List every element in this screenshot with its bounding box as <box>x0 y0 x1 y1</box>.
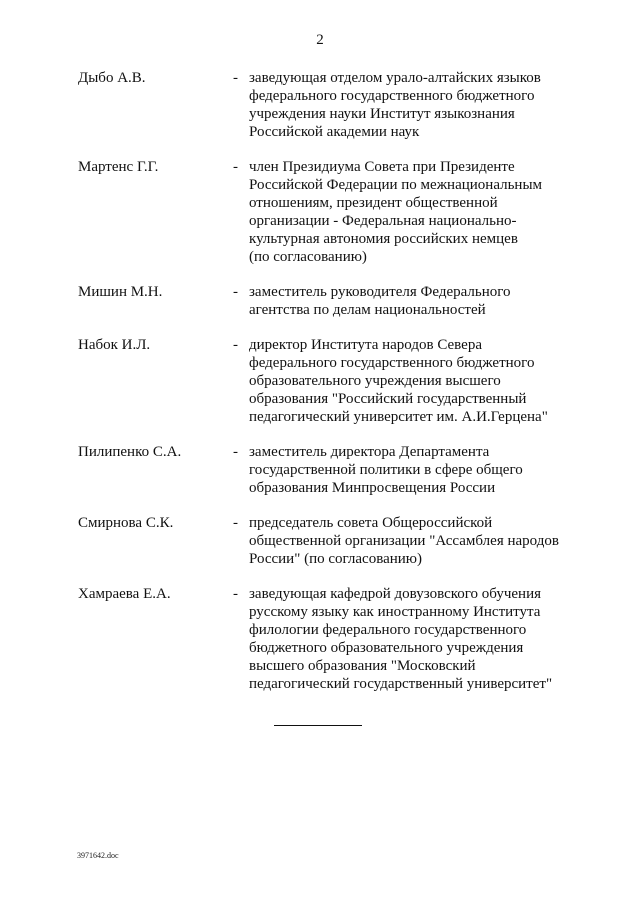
member-name: Мишин М.Н. <box>78 284 163 300</box>
member-position: член Президиума Совета при Президенте Российской Федерации по межнациональным отношениям, президент общественной организации - Федеральная национально- культурная автономия российских немцев (по согласованию) <box>249 159 543 265</box>
dash-separator: - <box>233 337 238 353</box>
member-position: председатель совета Общероссийской общественной организации "Ассамблея народов России" (по согласованию) <box>249 515 559 567</box>
dash-separator: - <box>233 444 238 460</box>
dash-separator: - <box>233 284 238 300</box>
document-file-id: 3971642.doc <box>77 851 119 860</box>
member-name: Дыбо А.В. <box>78 70 146 86</box>
member-name: Мартенс Г.Г. <box>78 159 159 175</box>
member-entry <box>78 158 598 266</box>
member-name: Пилипенко С.А. <box>78 444 182 460</box>
dash-separator: - <box>233 70 238 86</box>
member-entry <box>78 336 598 426</box>
member-position: заведующая отделом урало-алтайских языков федерального государственного бюджетного учреждения науки Институт языкознания Российской академии наук <box>249 70 541 140</box>
member-list <box>78 69 598 693</box>
member-position: заведующая кафедрой довузовского обучения русскому языку как иностранному Института филологии федерального государственного бюджетного образовательного учреждения высшего образования "Московский педагогический государственный университет" <box>249 586 553 692</box>
member-name: Смирнова С.К. <box>78 515 174 531</box>
member-position: директор Института народов Севера федерального государственного бюджетного образовательного учреждения высшего образования "Российский государственный педагогический университет им. А.И.Герцена" <box>249 337 548 425</box>
closing-rule <box>274 725 362 726</box>
member-entry <box>78 443 598 497</box>
member-entry <box>78 69 598 141</box>
member-name: Набок И.Л. <box>78 337 151 353</box>
dash-separator: - <box>233 586 238 602</box>
member-name: Хамраева Е.А. <box>78 586 171 602</box>
member-entry <box>78 283 598 319</box>
member-entry <box>78 514 598 568</box>
member-position: заместитель руководителя Федерального агентства по делам национальностей <box>249 284 511 318</box>
member-position: заместитель директора Департамента государственной политики в сфере общего образования Минпросвещения России <box>249 444 523 496</box>
dash-separator: - <box>233 515 238 531</box>
page-number: 2 <box>316 32 324 48</box>
dash-separator: - <box>233 159 238 175</box>
member-entry <box>78 585 598 693</box>
